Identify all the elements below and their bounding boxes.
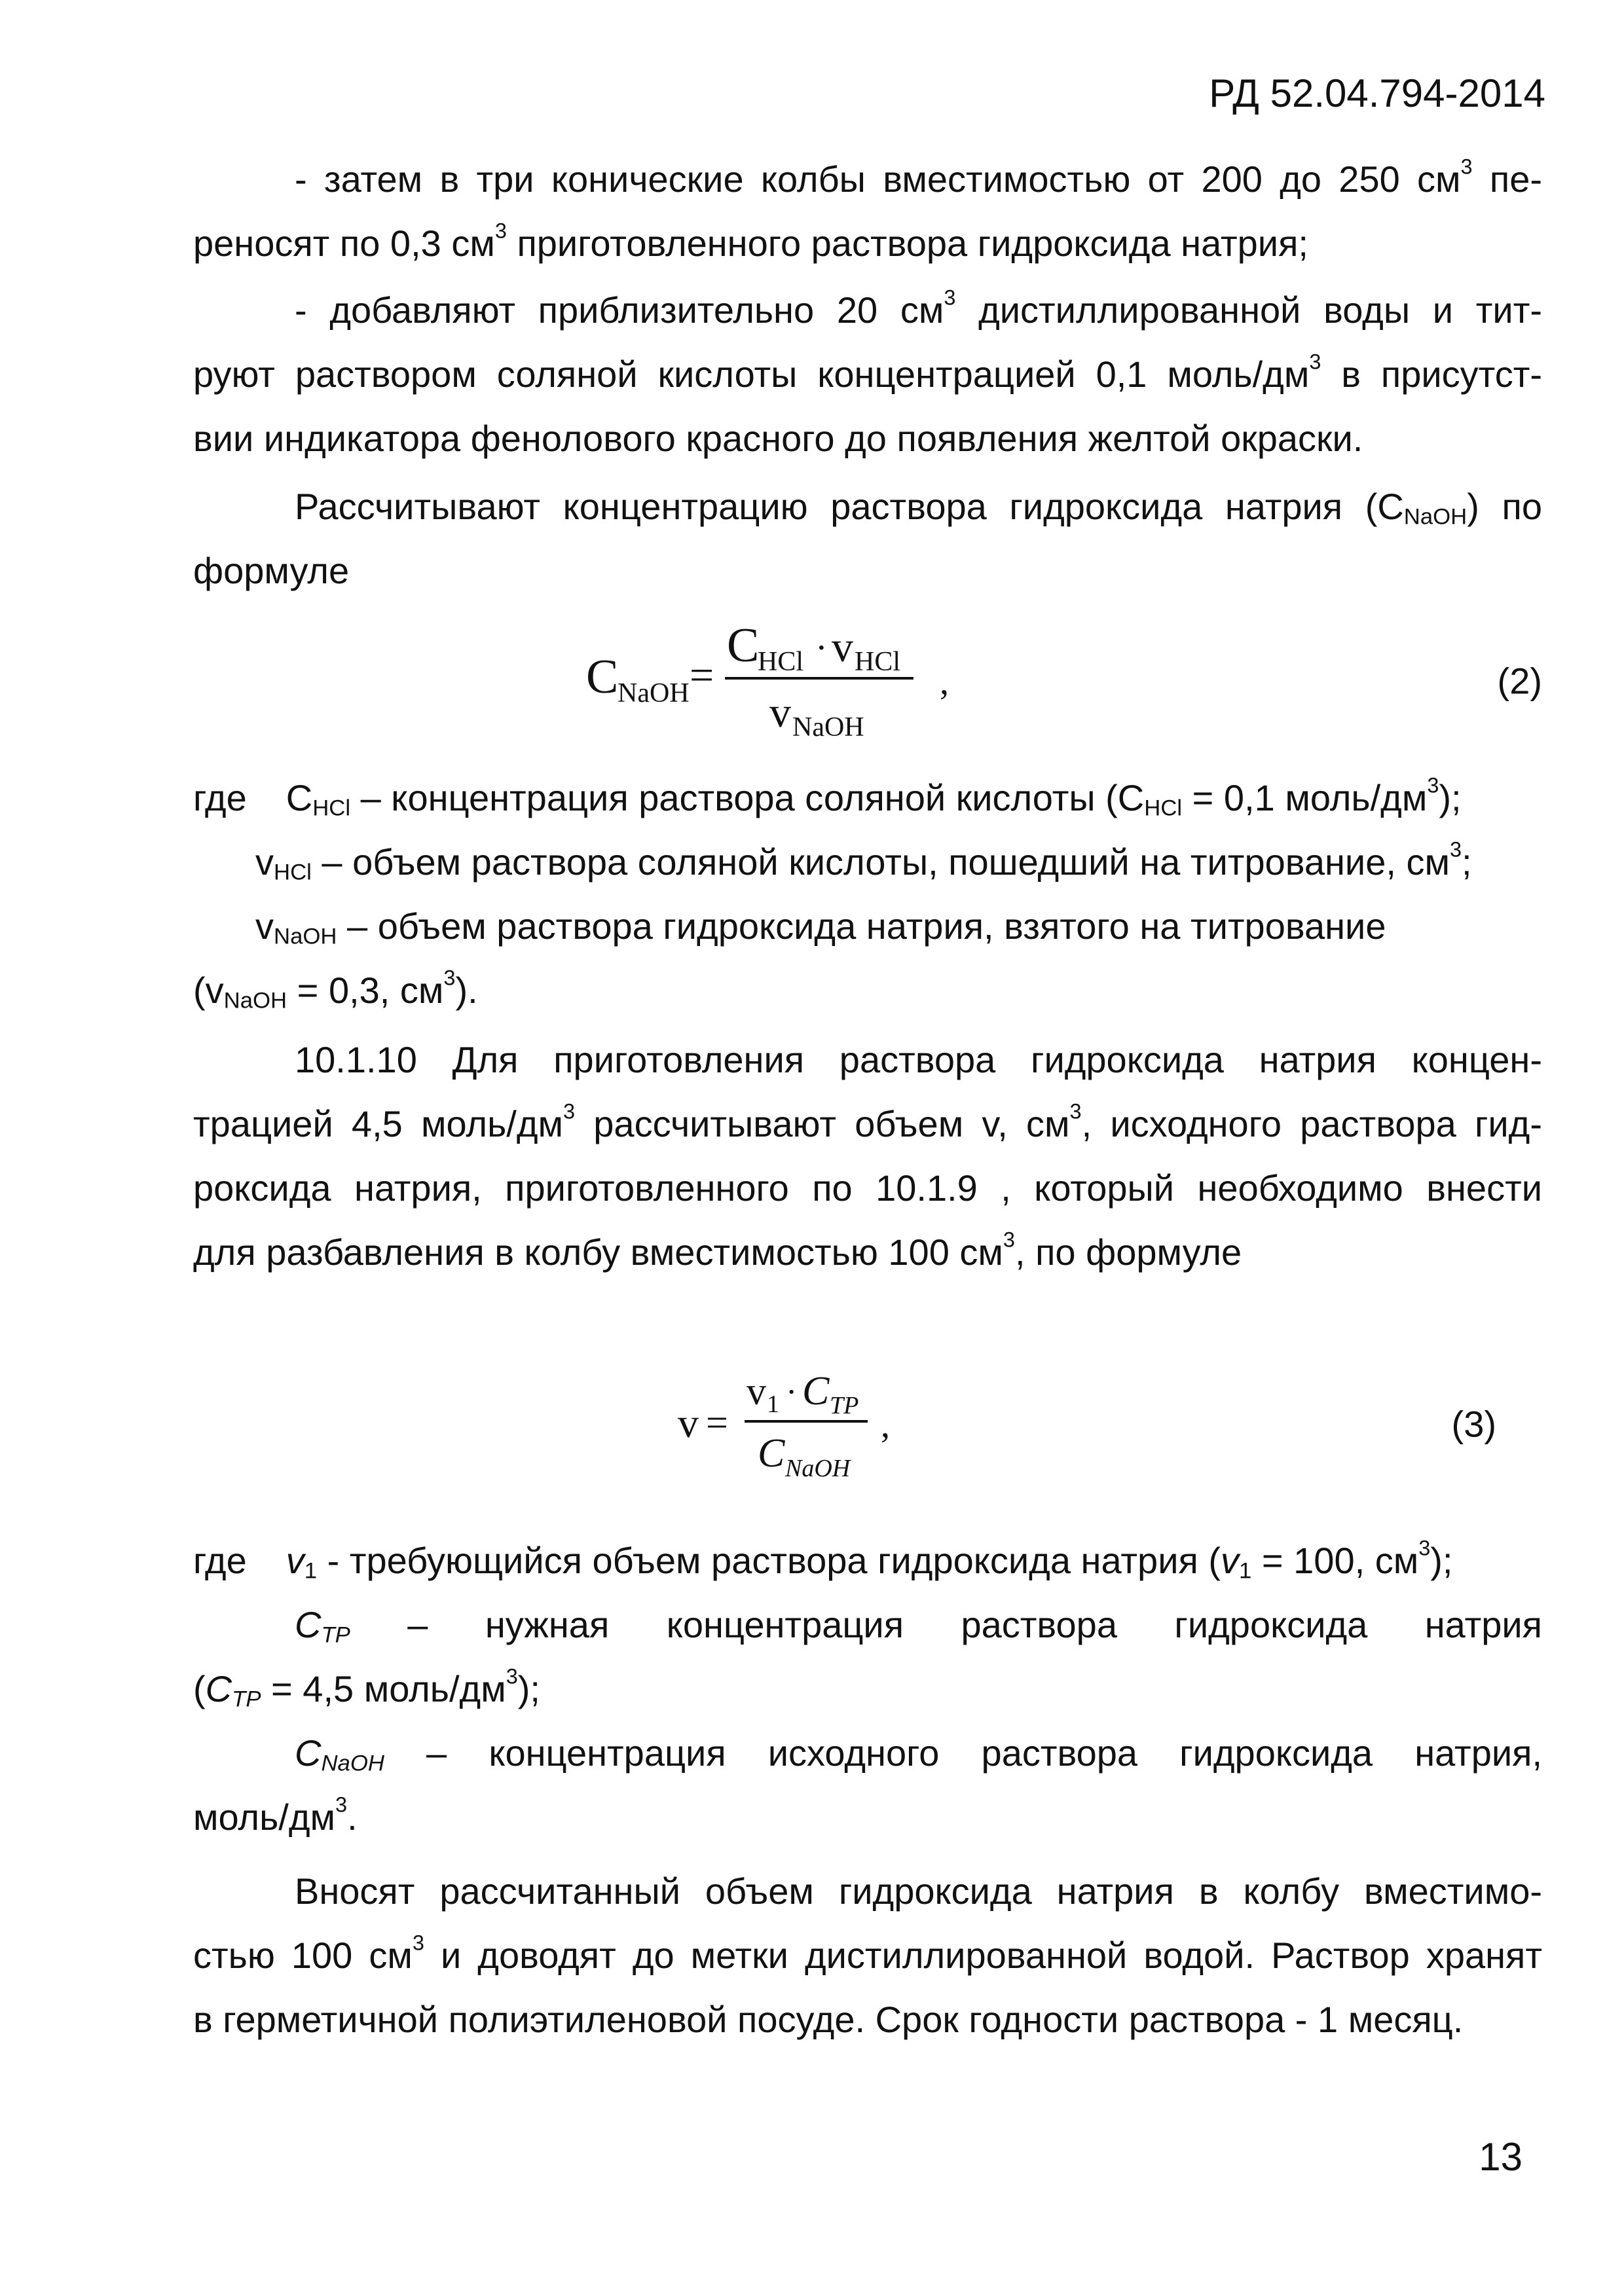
f3-den-c-sub: NaOH xyxy=(785,1455,851,1482)
paragraph-calc: Рассчитывают концентрацию раствора гидроксида натрия $(C_{NaOH})$ по формуле xyxy=(193,486,1542,591)
formula-2-number: (2) xyxy=(1497,660,1542,702)
f2-dot: · xyxy=(815,628,828,668)
f2-lhs: C xyxy=(586,650,619,704)
formula-3-svg xyxy=(193,1358,1542,1489)
f3-comma: , xyxy=(881,1405,890,1446)
f2-den-v: v xyxy=(769,689,791,737)
f3-num-v-sub: 1 xyxy=(767,1391,779,1418)
paragraph-titrate: - добавляют приблизительно 20 $см^3$ дистиллированной воды и тит- руют раствором соляной кислоты концентрацией 0,1 моль/$дм^3$ в присутст- вии индикатора фенолового красного до появления желтой окраски. xyxy=(193,285,1542,459)
f3-num-c: C xyxy=(802,1369,830,1413)
f2-num-v: v xyxy=(832,623,853,671)
f2-den-v-sub: NaOH xyxy=(792,712,864,742)
f3-eq: = xyxy=(706,1401,728,1444)
paragraph-10-1-10: 10.1.10 Для приготовления раствора гидроксида натрия концен- трацией 4,5 моль/$дм^3$ рассчитывают объем v, $см^3$, исходного раствора гид- роксида натрия, приготовленного по 10.1.9 , который необходимо внести для разбавления в колбу вместимостью 100 $см^3$, по формуле xyxy=(193,1039,1542,1273)
formula-3-number: (3) xyxy=(1451,1403,1496,1445)
paragraph-storage: Вносят рассчитанный объем гидроксида натрия в колбу вместимо- стью 100 $см^3$ и доводят до метки дистиллированной водой. Раствор хранят в герметичной полиэтиленовой посуде. Срок годности раствора - 1 месяц. xyxy=(193,1870,1542,2040)
paragraph-transfer: - затем в три конические колбы вместимостью от 200 до 250 $см^3$ пе- реносят по 0,3 $см^3$ приготовленного раствора гидроксида натрия; xyxy=(193,155,1542,264)
f3-num-v: v xyxy=(747,1370,766,1413)
f2-comma: , xyxy=(940,662,949,702)
f2-eq: = xyxy=(690,651,714,699)
page-number: 13 xyxy=(1479,2135,1522,2179)
document-code: РД 52.04.794-2014 xyxy=(1209,71,1545,115)
formula-2-svg xyxy=(193,615,1542,746)
f2-num-c-sub: HCl xyxy=(758,647,804,677)
formula-2 xyxy=(193,615,1542,746)
f2-num-c: C xyxy=(727,619,760,672)
f3-den-c: C xyxy=(758,1431,785,1476)
formula-3 xyxy=(193,1358,1542,1489)
f3-dot: · xyxy=(786,1374,798,1411)
f3-num-c-sub: TP xyxy=(830,1392,859,1419)
f3-lhs: v xyxy=(678,1400,699,1446)
f2-lhs-sub: NaOH xyxy=(618,678,690,708)
f2-num-v-sub: HCl xyxy=(855,647,901,677)
where-block-2: где $v_1$ - требующийся объем раствора гидроксида натрия ($v_1 = 100$, $см^3$); $C_{TP}$ – нужная концентрация раствора гидроксида натрия ($C_{TP} = 4,5$ моль/$дм^3$); $C_{NaOH}$ – концентрация исходного раствора гидроксида натрия, моль/$дм^3$. xyxy=(193,1536,1542,1838)
where-block-1: где $C_{HCl}$ – концентрация раствора соляной кислоты ($C_{HCl} = 0,1$ моль/$дм^3$); $v_{HCl}$ – объем раствора соляной кислоты, пошедший на титрование, $см^3$; $v_{NaOH}$ – объем раствора гидроксида натрия, взятого на титрование ($v_{NaOH} = 0,3$, $см^3$). xyxy=(193,773,1472,1013)
